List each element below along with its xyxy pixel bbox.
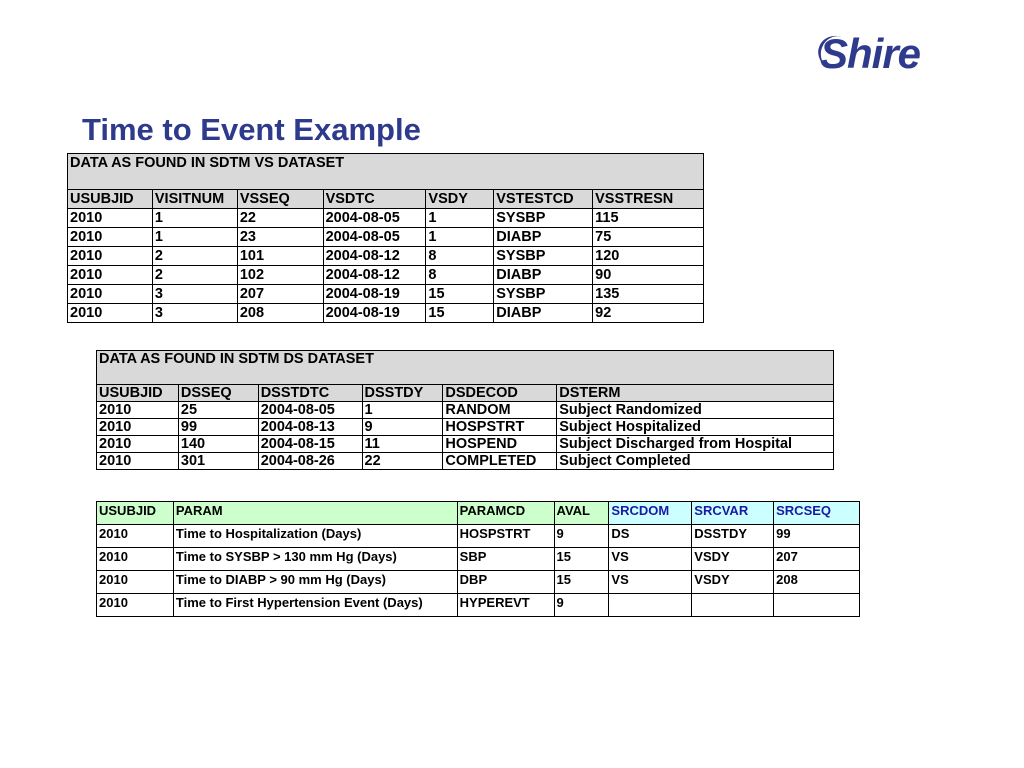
column-header: VSSEQ [237, 190, 323, 209]
table-row [97, 436, 834, 453]
table-cell: 75 [593, 228, 704, 247]
column-header [609, 502, 692, 525]
table-row [97, 419, 834, 436]
table-cell: Subject Randomized [557, 402, 834, 419]
vs-table-header-row [68, 190, 704, 209]
table-cell: 2 [152, 247, 237, 266]
table-row [97, 548, 860, 571]
table-cell: Subject Completed [557, 453, 834, 470]
table-cell: 9 [362, 419, 443, 436]
tte-table-header-row [97, 502, 860, 525]
table-cell: 1 [362, 402, 443, 419]
table-cell: 1 [152, 209, 237, 228]
table-cell: 15 [554, 548, 609, 571]
table-cell: DS [609, 525, 692, 548]
table-cell: 2010 [97, 571, 174, 594]
table-cell: 2004-08-19 [323, 304, 426, 323]
column-header: VSDY [426, 190, 494, 209]
table-row [68, 247, 704, 266]
table-cell: 2004-08-05 [258, 402, 362, 419]
column-header [692, 502, 774, 525]
table-row [97, 571, 860, 594]
table-cell: 15 [554, 571, 609, 594]
table-cell: 9 [554, 594, 609, 617]
table-cell: 115 [593, 209, 704, 228]
table-row [68, 285, 704, 304]
table-cell [692, 594, 774, 617]
table-cell: 207 [237, 285, 323, 304]
table-cell: 2010 [97, 525, 174, 548]
table-cell: Time to Hospitalization (Days) [173, 525, 457, 548]
column-header: VSTESTCD [494, 190, 593, 209]
table-cell: Subject Hospitalized [557, 419, 834, 436]
ds-table-header-row [97, 385, 834, 402]
column-header: PARAM [173, 502, 457, 525]
column-header: USUBJID [97, 502, 174, 525]
column-header: USUBJID [97, 385, 179, 402]
column-header: VSSTRESN [593, 190, 704, 209]
column-header: DSTERM [557, 385, 834, 402]
column-header: AVAL [554, 502, 609, 525]
table-cell: 90 [593, 266, 704, 285]
table-cell: VS [609, 548, 692, 571]
table-row [68, 304, 704, 323]
column-header: DSSTDTC [258, 385, 362, 402]
table-cell: 3 [152, 285, 237, 304]
table-cell: 120 [593, 247, 704, 266]
table-cell: HOSPSTRT [457, 525, 554, 548]
vs-table-caption-spacer [68, 172, 704, 190]
table-cell: 2004-08-13 [258, 419, 362, 436]
table-cell: 9 [554, 525, 609, 548]
table-cell: 208 [237, 304, 323, 323]
column-header: VSDTC [323, 190, 426, 209]
table-cell: 23 [237, 228, 323, 247]
column-header: USUBJID [68, 190, 153, 209]
column-header-label: SRCSEQ [776, 503, 832, 518]
table-cell: SYSBP [494, 285, 593, 304]
table-cell: 140 [178, 436, 258, 453]
table-cell: SYSBP [494, 247, 593, 266]
shire-logo [820, 30, 920, 78]
table-cell [609, 594, 692, 617]
table-cell: 2004-08-05 [323, 228, 426, 247]
table-cell: 25 [178, 402, 258, 419]
table-cell: 2010 [97, 548, 174, 571]
table-cell: DIABP [494, 228, 593, 247]
ds-table-caption-spacer [97, 369, 834, 385]
table-cell: 2010 [68, 285, 153, 304]
column-header-label: SRCDOM [611, 503, 670, 518]
table-cell: VSDY [692, 548, 774, 571]
table-cell: 208 [774, 571, 860, 594]
table-cell: 99 [178, 419, 258, 436]
column-header: DSSEQ [178, 385, 258, 402]
table-cell: SYSBP [494, 209, 593, 228]
table-row [97, 594, 860, 617]
table-cell: 207 [774, 548, 860, 571]
table-cell: 3 [152, 304, 237, 323]
table-cell: 301 [178, 453, 258, 470]
table-cell: DIABP [494, 304, 593, 323]
table-cell: 22 [237, 209, 323, 228]
table-cell: 2010 [68, 304, 153, 323]
table-row [68, 266, 704, 285]
table-cell: HOSPEND [443, 436, 557, 453]
table-cell: 99 [774, 525, 860, 548]
column-header: PARAMCD [457, 502, 554, 525]
table-cell: 92 [593, 304, 704, 323]
table-cell: Time to First Hypertension Event (Days) [173, 594, 457, 617]
table-cell: 2010 [68, 209, 153, 228]
table-cell: COMPLETED [443, 453, 557, 470]
table-cell: VSDY [692, 571, 774, 594]
table-row [68, 228, 704, 247]
table-cell: Time to DIABP > 90 mm Hg (Days) [173, 571, 457, 594]
column-header-label: SRCVAR [694, 503, 749, 518]
table-cell: 11 [362, 436, 443, 453]
table-cell: 1 [152, 228, 237, 247]
table-cell: 1 [426, 228, 494, 247]
table-cell [774, 594, 860, 617]
page-title: Time to Event Example [82, 112, 421, 147]
table-cell: 22 [362, 453, 443, 470]
table-row [68, 209, 704, 228]
vs-table-caption: DATA AS FOUND IN SDTM VS DATASET [68, 154, 704, 173]
table-cell: DSSTDY [692, 525, 774, 548]
table-cell: SBP [457, 548, 554, 571]
table-cell: 2010 [97, 419, 179, 436]
table-cell: 8 [426, 247, 494, 266]
table-cell: HOSPSTRT [443, 419, 557, 436]
table-cell: 8 [426, 266, 494, 285]
table-cell: 2 [152, 266, 237, 285]
table-cell: 2004-08-12 [323, 266, 426, 285]
table-cell: 101 [237, 247, 323, 266]
ds-table-caption: DATA AS FOUND IN SDTM DS DATASET [97, 351, 834, 370]
table-cell: DIABP [494, 266, 593, 285]
table-cell: 2004-08-12 [323, 247, 426, 266]
logo-text: Shire [820, 30, 921, 77]
table-cell: 2010 [68, 247, 153, 266]
table-cell: VS [609, 571, 692, 594]
table-cell: 2010 [97, 594, 174, 617]
table-row [97, 453, 834, 470]
table-cell: 2010 [97, 436, 179, 453]
ds-dataset-table [96, 350, 834, 470]
column-header: DSSTDY [362, 385, 443, 402]
table-cell: 2010 [68, 266, 153, 285]
table-cell: 15 [426, 285, 494, 304]
table-cell: 2010 [97, 402, 179, 419]
table-cell: 135 [593, 285, 704, 304]
table-cell: Time to SYSBP > 130 mm Hg (Days) [173, 548, 457, 571]
column-header: DSDECOD [443, 385, 557, 402]
table-cell: 15 [426, 304, 494, 323]
table-cell: Subject Discharged from Hospital [557, 436, 834, 453]
table-cell: HYPEREVT [457, 594, 554, 617]
table-cell: 2004-08-15 [258, 436, 362, 453]
table-cell: 2004-08-05 [323, 209, 426, 228]
table-cell: 2010 [68, 228, 153, 247]
table-cell: 2004-08-26 [258, 453, 362, 470]
table-row [97, 402, 834, 419]
table-cell: 2004-08-19 [323, 285, 426, 304]
table-cell: 1 [426, 209, 494, 228]
column-header [774, 502, 860, 525]
table-cell: 102 [237, 266, 323, 285]
table-cell: DBP [457, 571, 554, 594]
table-row [97, 525, 860, 548]
vs-dataset-table [67, 153, 704, 323]
table-cell: RANDOM [443, 402, 557, 419]
tte-analysis-table [96, 501, 860, 617]
table-cell: 2010 [97, 453, 179, 470]
column-header: VISITNUM [152, 190, 237, 209]
